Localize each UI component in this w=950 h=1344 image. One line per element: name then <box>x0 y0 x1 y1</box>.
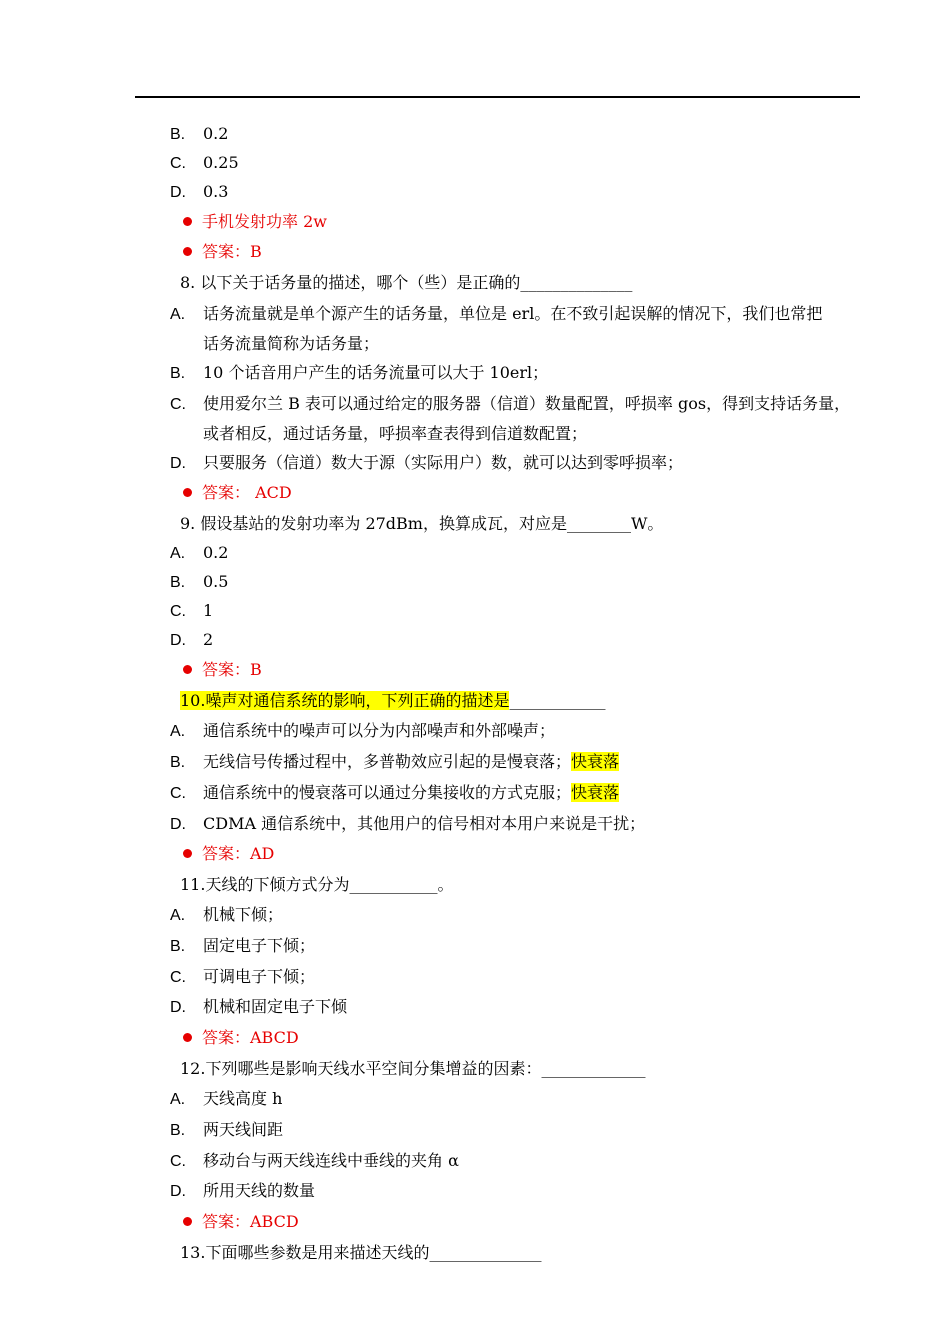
option-d: D. 2 <box>170 630 214 649</box>
option-b: B. 无线信号传播过程中，多普勒效应引起的是慢衰落；快衰落 <box>170 752 620 771</box>
option-c: C. 通信系统中的慢衰落可以通过分集接收的方式克服；快衰落 <box>170 783 620 802</box>
option-d: D. 机械和固定电子下倾 <box>170 997 348 1016</box>
answer-line: 答案： ACD <box>183 483 292 503</box>
answer-line: 答案：AD <box>183 844 274 864</box>
bullet-icon <box>183 665 192 674</box>
option-c: C. 0.25 <box>170 153 239 172</box>
option-d: D. 0.3 <box>170 182 229 201</box>
bullet-icon <box>183 488 192 497</box>
bullet-icon <box>183 247 192 256</box>
bullet-icon <box>183 1217 192 1226</box>
answer-line: 答案：ABCD <box>183 1028 299 1048</box>
question-13-stem: 13.下面哪些参数是用来描述天线的______________ <box>180 1243 542 1262</box>
bullet-icon <box>183 217 192 226</box>
option-d: D. 只要服务（信道）数大于源（实际用户）数，就可以达到零呼损率； <box>170 453 684 472</box>
bullet-icon <box>183 1033 192 1042</box>
bullet-icon <box>183 849 192 858</box>
note-line: 手机发射功率 2w <box>183 212 327 232</box>
question-10-stem: 10.噪声对通信系统的影响，下列正确的描述是____________ <box>180 691 606 710</box>
option-d: D. 所用天线的数量 <box>170 1181 316 1200</box>
question-9-stem: 9. 假设基站的发射功率为 27dBm，换算成瓦，对应是________W。 <box>180 514 664 533</box>
question-8-stem: 8. 以下关于话务量的描述，哪个（些）是正确的______________ <box>180 273 633 292</box>
option-b: B. 10 个话音用户产生的话务流量可以大于 10erl； <box>170 363 549 382</box>
option-a: A. 天线高度 h <box>170 1089 283 1108</box>
option-a: A. 机械下倾； <box>170 905 284 924</box>
option-c-continued: 或者相反，通过话务量，呼损率查表得到信道数配置； <box>203 424 588 443</box>
option-b: B. 固定电子下倾； <box>170 936 316 955</box>
question-11-stem: 11.天线的下倾方式分为___________。 <box>180 875 454 894</box>
answer-line: 答案：ABCD <box>183 1212 299 1232</box>
option-c: C. 移动台与两天线连线中垂线的夹角 α <box>170 1151 459 1170</box>
option-c: C. 使用爱尔兰 B 表可以通过给定的服务器（信道）数量配置，呼损率 gos，得到支持话务量， <box>170 394 851 413</box>
option-c: C. 可调电子下倾； <box>170 967 316 986</box>
option-a: A. 通信系统中的噪声可以分为内部噪声和外部噪声； <box>170 721 556 740</box>
highlighted-correction: 快衰落 <box>571 752 620 771</box>
option-a-continued: 话务流量简称为话务量； <box>203 334 380 353</box>
option-c: C. 1 <box>170 601 214 620</box>
option-a: A. 话务流量就是单个源产生的话务量，单位是 erl。在不致引起误解的情况下，我们也常把 <box>170 304 823 323</box>
question-12-stem: 12.下列哪些是影响天线水平空间分集增益的因素：_____________ <box>180 1059 646 1078</box>
highlighted-correction: 快衰落 <box>571 783 620 802</box>
option-b: B. 0.2 <box>170 124 229 143</box>
option-a: A. 0.2 <box>170 543 229 562</box>
answer-line: 答案：B <box>183 660 262 680</box>
header-rule <box>135 96 860 98</box>
option-b: B. 两天线间距 <box>170 1120 284 1139</box>
answer-line: 答案：B <box>183 242 262 262</box>
highlighted-text: 10.噪声对通信系统的影响，下列正确的描述是 <box>180 691 510 710</box>
option-b: B. 0.5 <box>170 572 229 591</box>
option-d: D. CDMA 通信系统中，其他用户的信号相对本用户来说是干扰； <box>170 814 646 833</box>
